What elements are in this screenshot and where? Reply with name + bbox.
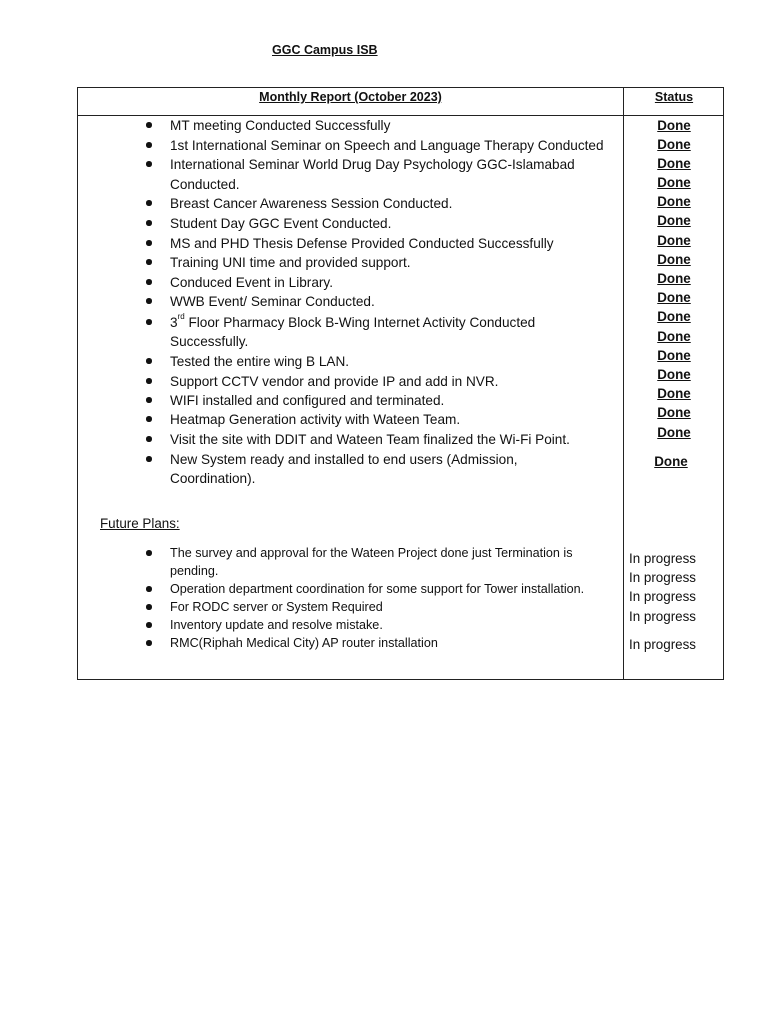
list-item: Visit the site with DDIT and Wateen Team finalized the Wi-Fi Point.	[170, 432, 570, 447]
bullet-icon	[146, 550, 154, 558]
bullet-icon	[146, 378, 154, 386]
status-done: Done	[654, 454, 688, 469]
status-done: Done	[657, 213, 691, 228]
bullet-icon	[146, 456, 154, 464]
ordinal-number: 3	[170, 315, 178, 330]
list-item-continuation: Successfully.	[170, 334, 249, 349]
list-item: Inventory update and resolve mistake.	[170, 618, 383, 632]
bullet-icon	[146, 586, 154, 594]
list-item-text: Floor Pharmacy Block B-Wing Internet Activity Conducted	[184, 315, 536, 330]
status-done: Done	[657, 386, 691, 401]
table-header-status: Status	[654, 90, 694, 104]
status-done: Done	[657, 309, 691, 324]
list-item: Tested the entire wing B LAN.	[170, 354, 350, 369]
bullet-icon	[146, 298, 154, 306]
ordinal-suffix: rd	[177, 312, 185, 322]
bullet-icon	[146, 397, 154, 405]
list-item: Support CCTV vendor and provide IP and add in NVR.	[170, 374, 499, 389]
status-done: Done	[657, 271, 691, 286]
list-item-continuation: pending.	[170, 564, 219, 578]
list-item-continuation: Coordination).	[170, 471, 256, 486]
status-in-progress: In progress	[629, 570, 696, 585]
list-item: WIFI installed and configured and terminated.	[170, 393, 445, 408]
list-item: WWB Event/ Seminar Conducted.	[170, 294, 375, 309]
bullet-icon	[146, 279, 154, 287]
status-done: Done	[657, 137, 691, 152]
status-done: Done	[657, 329, 691, 344]
bullet-icon	[146, 200, 154, 208]
bullet-icon	[146, 604, 154, 612]
bullet-icon	[146, 436, 154, 444]
list-item: RMC(Riphah Medical City) AP router installation	[170, 636, 438, 650]
status-done: Done	[657, 175, 691, 190]
bullet-icon	[146, 319, 154, 327]
list-item: Conduced Event in Library.	[170, 275, 333, 290]
bullet-icon	[146, 220, 154, 228]
status-done: Done	[657, 425, 691, 440]
status-done: Done	[657, 252, 691, 267]
status-in-progress: In progress	[629, 589, 696, 604]
bullet-icon	[146, 416, 154, 424]
list-item	[170, 313, 620, 333]
status-done: Done	[657, 233, 691, 248]
status-done: Done	[657, 405, 691, 420]
status-done: Done	[657, 290, 691, 305]
bullet-icon	[146, 640, 154, 648]
bullet-icon	[146, 142, 154, 150]
bullet-icon	[146, 240, 154, 248]
list-item-continuation: Conducted.	[170, 177, 240, 192]
table-header-title: Monthly Report (October 2023)	[259, 90, 442, 104]
bullet-icon	[146, 259, 154, 267]
list-item: 1st International Seminar on Speech and Language Therapy Conducted	[170, 138, 604, 153]
status-done: Done	[657, 118, 691, 133]
bullet-icon	[146, 122, 154, 130]
status-in-progress: In progress	[629, 551, 696, 566]
page-title: GGC Campus ISB	[272, 43, 378, 57]
bullet-icon	[146, 161, 154, 169]
bullet-icon	[146, 358, 154, 366]
list-item: New System ready and installed to end users (Admission,	[170, 452, 518, 467]
list-item: For RODC server or System Required	[170, 600, 383, 614]
list-item: The survey and approval for the Wateen Project done just Termination is	[170, 546, 573, 560]
status-done: Done	[657, 156, 691, 171]
list-item: International Seminar World Drug Day Psychology GGC-Islamabad	[170, 157, 575, 172]
status-in-progress: In progress	[629, 609, 696, 624]
status-done: Done	[657, 348, 691, 363]
future-plans-heading: Future Plans:	[100, 516, 180, 531]
status-in-progress: In progress	[629, 637, 696, 652]
list-item: Breast Cancer Awareness Session Conducted.	[170, 196, 453, 211]
list-item: Heatmap Generation activity with Wateen Team.	[170, 412, 461, 427]
report-table	[77, 87, 724, 680]
list-item: MS and PHD Thesis Defense Provided Conducted Successfully	[170, 236, 554, 251]
status-done: Done	[657, 194, 691, 209]
list-item: MT meeting Conducted Successfully	[170, 118, 391, 133]
list-item: Student Day GGC Event Conducted.	[170, 216, 392, 231]
list-item: Training UNI time and provided support.	[170, 255, 411, 270]
bullet-icon	[146, 622, 154, 630]
status-done: Done	[657, 367, 691, 382]
list-item: Operation department coordination for some support for Tower installation.	[170, 582, 585, 596]
